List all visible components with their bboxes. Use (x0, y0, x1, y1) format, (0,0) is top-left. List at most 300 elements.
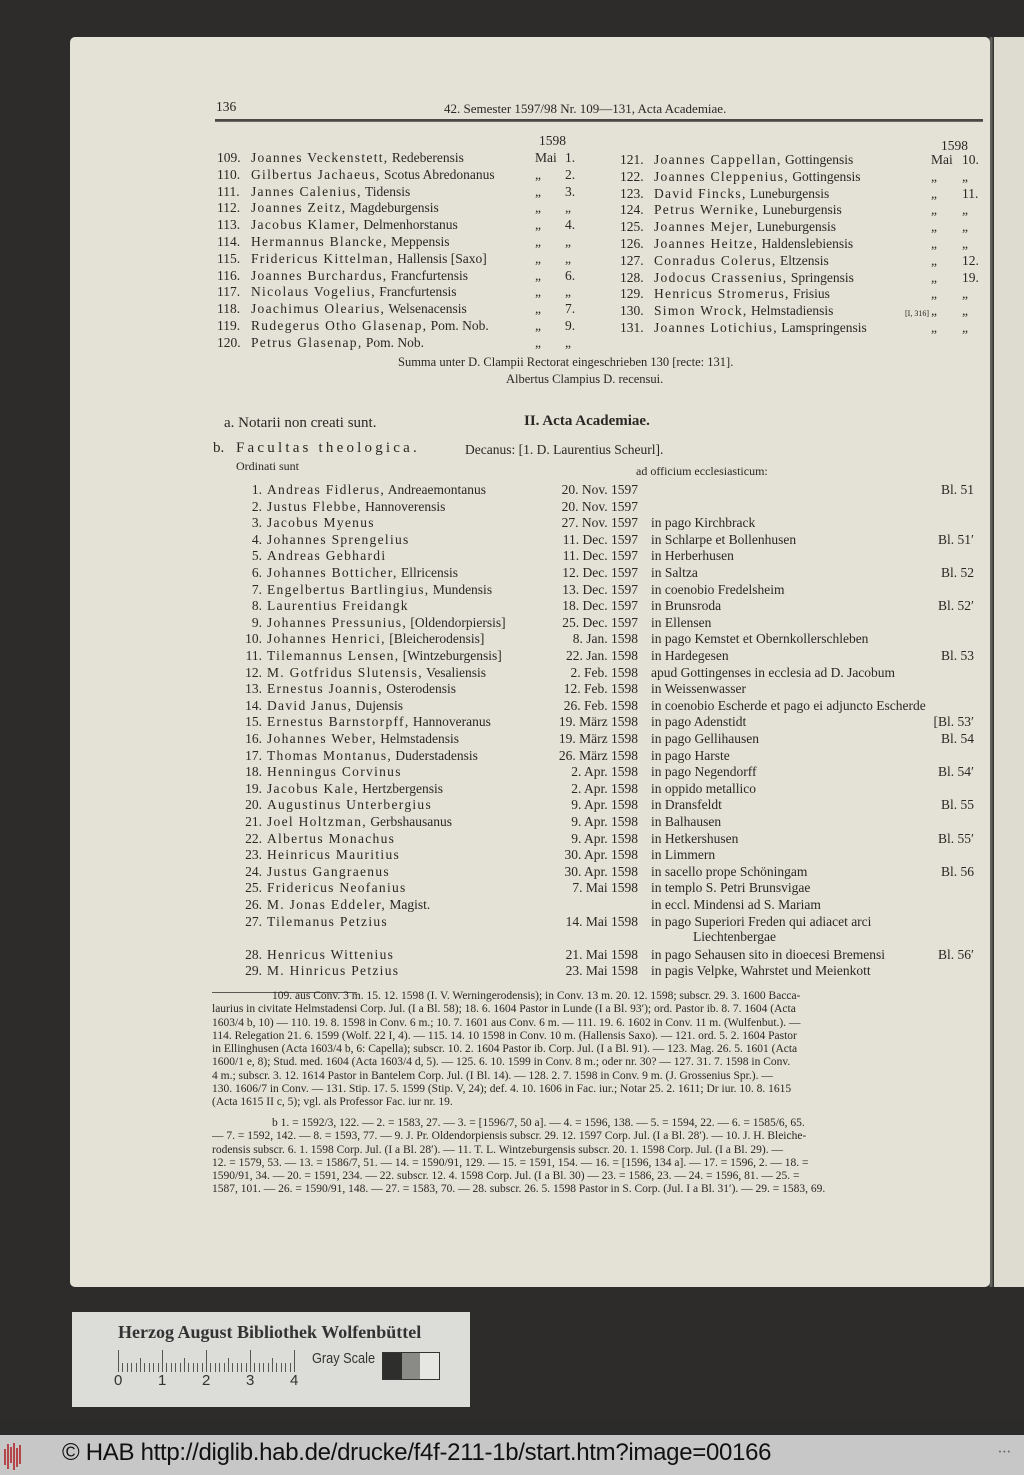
month: „ (535, 166, 541, 182)
student-origin: Delmenhorstanus (363, 217, 458, 233)
student-name: Jodocus Crassenius, (654, 269, 788, 285)
matriculation-entry (217, 183, 587, 200)
day: „ (962, 219, 968, 235)
month: „ (931, 320, 937, 335)
footnote-line: b 1. = 1592/3, 122. — 2. = 1583, 27. — 3. = [1596/7, 50 a]. — 4. = 1596, 138. — 5. = 1594, 22. — 6. = 1585/6, 65. (272, 1117, 805, 1129)
ordinand-name: Johannes Weber, (267, 731, 377, 746)
ordinand-name: Andreas Gebhardi (267, 548, 387, 564)
day: „ (565, 200, 571, 216)
folio-reference: Bl. 52′ (938, 598, 974, 614)
ordinand-name: M. Hinricus Petzius (267, 963, 400, 979)
ordination-date: 20. Nov. 1597 (561, 498, 638, 514)
page-number: 136 (216, 99, 237, 114)
folio-reference: Bl. 55 (940, 797, 974, 813)
month: „ (535, 318, 541, 333)
ruler-tick (276, 1363, 277, 1372)
section-a-notarii: a. Notarii non creati sunt. (224, 415, 377, 431)
student-origin: Luneburgensis (750, 185, 830, 201)
ordinand-name: Johannes Botticher, (267, 565, 398, 580)
ordinand-name: Johannes Sprengelius (267, 531, 410, 547)
ruler-tick (259, 1363, 260, 1372)
ordinand-name: Johannes Henrici, (267, 631, 386, 647)
month: „ (535, 301, 541, 317)
ruler-tick (122, 1363, 123, 1372)
folio-reference: Bl. 54′ (938, 764, 974, 780)
running-title: 42. Semester 1597/98 Nr. 109—131, Acta Academiae. (444, 101, 727, 116)
ruler-label: 4 (290, 1372, 299, 1389)
entry-number: 123. (620, 185, 644, 201)
entry-number: 122. (620, 168, 644, 184)
day: 2. (565, 166, 576, 182)
ordination-row (238, 913, 978, 930)
student-name: Hermannus Blancke, (251, 234, 388, 249)
gray-swatch-dark (383, 1353, 402, 1379)
ordination-place: in Brunsroda (651, 598, 722, 614)
ruler-tick (294, 1350, 295, 1372)
ruler-tick (149, 1363, 150, 1372)
ordination-number: 27. (245, 913, 262, 929)
ordination-date: 12. Dec. 1597 (562, 565, 638, 580)
ordinand-name: Fridericus Neofanius (267, 880, 407, 896)
day: „ (962, 202, 968, 218)
ordination-date: 20. Nov. 1597 (561, 482, 638, 497)
student-origin: Eltzensis (779, 252, 829, 268)
folio-reference: Bl. 56 (940, 863, 974, 879)
ruler-tick (263, 1363, 264, 1372)
ruler-tick (237, 1363, 238, 1372)
ordination-row (238, 498, 978, 515)
day: 19. (962, 269, 979, 285)
student-origin: Gottingensis (785, 152, 854, 167)
month: „ (931, 185, 937, 201)
ordination-row (238, 597, 978, 614)
matriculation-entry (620, 252, 985, 269)
ordination-number: 23. (245, 847, 262, 863)
day: „ (962, 303, 968, 319)
footnote-line: 114. Relegation 21. 6. 1599 (Wolf. 22 I, 4). — 115. 14. 10 1598 in Conv. 10 m. (Hallensis Saxo). — 121. ord. 5. 2. 1604 Pastor (212, 1029, 797, 1042)
ruler-tick (144, 1363, 145, 1372)
ruler-tick (246, 1363, 247, 1372)
ruler-tick (136, 1363, 137, 1372)
footnote-line: 12. = 1579, 53. — 13. = 1586/7, 51. — 14. = 1590/91, 129. — 15. = 1591, 154. — 16. = [1596, 134 a]. — 17. = 1596, 2. — 18. = (212, 1156, 809, 1169)
ruler-tick (175, 1363, 176, 1372)
ordination-row (238, 647, 978, 664)
ordination-number: 19. (245, 780, 262, 796)
day: 10. (962, 152, 979, 167)
footer-mark: • • • (998, 1449, 1010, 1456)
month: „ (535, 200, 541, 216)
ruler-label: 2 (202, 1372, 211, 1389)
ruler-tick (232, 1363, 233, 1372)
gray-swatch-light (420, 1353, 439, 1379)
entry-number: 124. (620, 202, 644, 218)
rector-signature: Albertus Clampius D. recensui. (506, 372, 664, 386)
ordinand-origin: Ellricensis (401, 565, 459, 580)
volume-reference: [I, 316] (905, 309, 929, 319)
student-name: Joannes Zeitz, (251, 200, 347, 216)
ordination-place: in pago Superiori Freden qui adiacet arci (651, 913, 872, 929)
matriculation-entry (217, 334, 587, 351)
day: 11. (962, 185, 979, 201)
ordination-row (238, 763, 978, 780)
ordination-row (238, 780, 978, 797)
entry-number: 128. (620, 269, 644, 285)
ordination-place: in pago Harste (651, 747, 730, 763)
ordination-date: 30. Apr. 1598 (564, 847, 638, 863)
ordination-number: 3. (251, 515, 262, 531)
ordination-date: 30. Apr. 1598 (564, 863, 638, 879)
ordination-date: 7. Mai 1598 (572, 880, 638, 896)
day: „ (962, 236, 968, 251)
footnote-line: in Ellinghusen (Acta 1603/4 b, 6: Capella); subscr. 10. 2. 1604 Pastor ib. Corp. Jul. (I a Bl. 91). — 123. Mag. 26. 5. 1601 (Acta (212, 1043, 798, 1056)
ordinand-name: Tilemanus Petzius (267, 913, 388, 929)
day: 12. (962, 252, 979, 268)
ordination-row (238, 730, 978, 747)
footnote-line: — 7. = 1592, 142. — 8. = 1593, 77. — 9. J. Pr. Oldendorpiensis subscr. 29. 12. 1597 Corp. Jul. (I a Bl. 28′). — 10. J. H. Bleiche- (212, 1130, 807, 1143)
ordinand-origin: Hertzbergensis (362, 780, 443, 796)
ruler-tick (180, 1363, 181, 1372)
student-name: Joannes Mejer, (654, 219, 754, 235)
ordination-row (238, 680, 978, 697)
ordination-number: 22. (245, 830, 262, 846)
ordination-date: 19. März 1598 (558, 731, 638, 746)
ordination-date: 11. Dec. 1597 (562, 548, 638, 564)
ordination-place: in pago Kirchbrack (651, 515, 756, 531)
ordination-number: 11. (245, 648, 262, 663)
ordination-date: 9. Apr. 1598 (571, 814, 638, 829)
ordinand-origin: Osterodensis (386, 681, 456, 697)
ordination-place: in templo S. Petri Brunsvigae (651, 880, 811, 896)
student-origin: Helmstadiensis (750, 303, 834, 319)
ordinand-name: Heinricus Mauritius (267, 847, 401, 863)
ordinand-origin: Gerbshausanus (370, 814, 453, 829)
student-origin: Hallensis [Saxo] (397, 250, 487, 266)
footnote-line: 109. aus Conv. 3 m. 15. 12. 1598 (I. V. Werningerodensis); in Conv. 13 m. 20. 12. 1598; subscr. 29. 3. 1600 Bacca- (272, 990, 801, 1002)
ruler-tick (131, 1363, 132, 1372)
footnote-line: 1600/1 e, 8); Stud. med. 1604 (Acta 1603/4 d, 5). — 125. 6. 10. 1599 in Conv. 8 m.; oder nr. 30? — 127. 31. 7. 1598 in Conv. (212, 1056, 791, 1069)
ordinand-origin: [Bleicherodensis] (389, 631, 485, 647)
ordination-place: in Dransfeldt (651, 797, 722, 813)
ordination-place: in Ellensen (651, 614, 712, 630)
student-name: Joannes Heitze, (654, 236, 759, 251)
ruler-tick (202, 1363, 203, 1372)
copyright-bar (0, 1435, 1024, 1475)
day: 6. (565, 267, 576, 283)
ordination-row (238, 946, 978, 963)
ordination-number: 6. (251, 565, 262, 580)
ruler-tick (206, 1350, 207, 1372)
ordinand-name: Justus Gangraenus (267, 863, 390, 879)
matriculation-entry (620, 285, 985, 302)
folio-reference: Bl. 54 (940, 731, 974, 746)
ordinand-origin: Vesaliensis (426, 664, 487, 680)
ruler-tick (162, 1350, 163, 1372)
matriculation-entry (620, 151, 985, 168)
student-origin: Scotus Abredonanus (384, 166, 495, 182)
ordination-row (238, 863, 978, 880)
month: „ (931, 202, 937, 218)
ordination-date: 13. Dec. 1597 (562, 581, 638, 597)
ordination-date: 22. Jan. 1598 (566, 648, 638, 663)
ordination-place: in pago Kemstet et Obernkollerschleben (651, 631, 869, 647)
ordinand-name: Thomas Montanus, (267, 747, 393, 763)
ordinand-origin: Hannoveranus (412, 714, 491, 730)
matriculation-entry (217, 250, 587, 267)
student-origin: Redeberensis (391, 150, 464, 165)
ordinand-name: Ernestus Barnstorpff, (267, 714, 410, 730)
ordination-place: in coenobio Escherde et pago ei adjuncto Escherde (651, 697, 926, 713)
ordination-place: in Hetkershusen (651, 830, 739, 846)
ordination-place: in pago Sehausen sito in dioecesi Bremensi (651, 946, 885, 962)
footnotes-matriculation (212, 990, 972, 1110)
ordinand-origin: Helmstadensis (380, 731, 459, 746)
matriculation-entry (217, 300, 587, 317)
ordination-number: 24. (245, 863, 262, 879)
footnotes-ordinations (212, 1117, 972, 1197)
ordination-place: in Limmern (651, 847, 716, 863)
student-origin: Frisius (793, 286, 830, 302)
matriculation-entry (620, 201, 985, 218)
ordinand-name: Justus Flebbe, (267, 498, 362, 514)
ordination-row (238, 879, 978, 896)
student-origin: Lamspringensis (781, 320, 867, 335)
day: 7. (565, 301, 576, 317)
ordination-date: 2. Apr. 1598 (571, 764, 638, 780)
footnote-line: laurius in civitate Helmstadensi Corp. Jul. (I a Bl. 58); 18. 6. 1604 Pastor in Lunde (I a Bl. 93′); ord. Pastor ib. 8. 7. 1604 (Acta (212, 1003, 796, 1016)
student-name: Conradus Colerus, (654, 252, 777, 268)
hab-logo-icon (3, 1441, 23, 1471)
ordination-number: 17. (245, 747, 262, 763)
facing-page-edge (994, 37, 1024, 1287)
student-origin: Welsenacensis (388, 301, 467, 317)
ruler-label: 0 (114, 1372, 123, 1389)
ruler-tick (250, 1350, 251, 1372)
ruler-tick (158, 1363, 159, 1372)
ordination-date: 21. Mai 1598 (565, 946, 638, 962)
day: 1. (565, 150, 576, 165)
student-name: Joannes Cappellan, (654, 152, 782, 167)
matriculation-entry (217, 216, 587, 233)
ordination-number: 28. (245, 946, 262, 962)
student-name: Jannes Calenius, (251, 183, 362, 199)
student-origin: Luneburgensis (762, 202, 842, 218)
student-name: Joannes Cleppenius, (654, 168, 789, 184)
ordination-row (238, 630, 978, 647)
library-name: Herzog August Bibliothek Wolfenbüttel (118, 1322, 422, 1342)
student-name: Gilbertus Jachaeus, (251, 166, 381, 182)
ordination-number: 9. (251, 614, 262, 630)
ordination-number: 21. (245, 814, 262, 829)
ordinand-origin: [Wintzeburgensis] (402, 648, 502, 663)
month: „ (535, 250, 541, 266)
ordination-place-continued (693, 928, 776, 945)
ordinand-name: Henningus Corvinus (267, 764, 402, 780)
ordination-row (238, 697, 978, 714)
entry-number: 125. (620, 219, 644, 235)
footnote-line: 4 m.; subscr. 3. 12. 1614 Pastor in Bantelem Corp. Jul. (I Bl. 14). — 128. 2. 7. 1598 in Conv. 9 m. (J. Grossenius Spr.). — (212, 1069, 773, 1082)
ordination-number: 7. (251, 581, 262, 597)
student-origin: Tidensis (364, 183, 411, 199)
day: 3. (565, 183, 576, 199)
header-rule (215, 119, 983, 122)
day: „ (565, 234, 571, 249)
gray-scale-label: Gray Scale (312, 1350, 376, 1367)
ordination-row (238, 481, 978, 498)
ordinand-name: Tilemannus Lensen, (267, 648, 400, 663)
month: „ (931, 219, 937, 235)
matriculation-entry (620, 168, 985, 185)
student-origin: Gottingensis (792, 168, 861, 184)
ordinand-origin: [Oldendorpiersis] (410, 614, 506, 630)
footnote-line: 1590/91, 34. — 20. = 1591, 234. — 22. subscr. 12. 4. 1598 Corp. Jul. (I a Bl. 30) — 23. = 1586, 23. — 24. = 1596, 81. — 25. = (212, 1170, 800, 1183)
section-b-label: b. (213, 440, 225, 456)
ruler-label: 3 (246, 1372, 255, 1389)
ordination-number: 29. (245, 963, 262, 979)
month: „ (931, 286, 937, 302)
folio-reference: [Bl. 53′ (933, 714, 974, 730)
ruler-tick (254, 1363, 255, 1372)
ordination-row (238, 813, 978, 830)
ordinand-name: David Janus, (267, 697, 353, 713)
student-name: Simon Wrock, (654, 303, 748, 319)
matriculation-entry (217, 283, 587, 300)
month: „ (535, 217, 541, 233)
copyright-url: © HAB http://diglib.hab.de/drucke/f4f-211-1b/start.htm?image=00166 (62, 1439, 772, 1466)
ruler-tick (272, 1358, 273, 1372)
year-label: 1598 (539, 133, 566, 148)
ordination-date: 25. Dec. 1597 (562, 614, 638, 630)
ruler-tick (210, 1363, 211, 1372)
ordination-number: 10. (245, 631, 262, 647)
acta-heading: II. Acta Academiae. (524, 413, 650, 429)
entry-number: 109. (217, 150, 241, 165)
entry-number: 127. (620, 252, 644, 268)
student-origin: Springensis (790, 269, 854, 285)
ordination-place: in pago Negendorff (651, 764, 757, 780)
month: „ (931, 269, 937, 285)
ordination-number: 20. (245, 797, 262, 813)
month: Mai (931, 152, 953, 167)
officium-label: ad officium ecclesiasticum: (636, 464, 768, 478)
day: „ (962, 168, 968, 184)
entry-number: 131. (620, 320, 644, 335)
month: „ (931, 236, 937, 251)
ordination-place: in Herberhusen (651, 548, 734, 564)
ordination-place: in pago Gellihausen (651, 731, 759, 746)
ruler-tick (153, 1363, 154, 1372)
ruler-tick (290, 1363, 291, 1372)
ordination-number: 16. (245, 731, 262, 746)
year-label: 1598 (941, 138, 968, 153)
folio-reference: Bl. 52 (940, 565, 974, 580)
entry-number: 112. (217, 200, 241, 216)
ruler-tick (140, 1358, 141, 1372)
student-origin: Magdeburgensis (349, 200, 439, 216)
student-name: Joachimus Olearius, (251, 301, 386, 317)
month: „ (931, 168, 937, 184)
ordination-place: in Weissenwasser (651, 681, 747, 697)
footnote-line: 130. 1606/7 in Conv. — 131. Stip. 17. 5. 1599 (Stip. V, 24); def. 4. 10. 1606 in Fac. iur.; Notar 25. 2. 1611; Dr iur. 10. 8. 1615 (212, 1083, 792, 1096)
ordination-date: 14. Mai 1598 (565, 913, 638, 929)
month: „ (931, 303, 937, 319)
matriculation-entry (620, 235, 985, 252)
ordination-date: 27. Nov. 1597 (561, 515, 638, 531)
ordinand-name: Engelbertus Bartlingius, (267, 581, 430, 597)
student-name: Nicolaus Vogelius, (251, 284, 376, 300)
ordination-row (238, 962, 978, 979)
ordination-date: 9. Apr. 1598 (571, 797, 638, 813)
student-name: Petrus Glasenap, (251, 334, 363, 350)
ordination-row (238, 846, 978, 863)
ordinand-name: Ernestus Joannis, (267, 681, 383, 697)
student-origin: Francfurtensis (390, 267, 469, 283)
ordination-row (238, 564, 978, 581)
gray-scale-swatch (382, 1352, 440, 1380)
ordination-row (238, 547, 978, 564)
folio-reference: Bl. 53 (940, 648, 974, 663)
ordination-date: 2. Feb. 1598 (570, 664, 638, 680)
ordinand-origin: Duderstadensis (395, 747, 478, 763)
student-origin: Luneburgensis (756, 219, 837, 235)
ordination-place: in coenobio Fredelsheim (651, 581, 785, 597)
ruler-tick (166, 1363, 167, 1372)
student-name: Rudegerus Otho Glasenap, (251, 318, 428, 333)
matriculation-entry (217, 149, 587, 166)
ordination-number: 13. (245, 681, 262, 697)
section-b-title: Facultas theologica. (236, 440, 420, 456)
folio-reference: Bl. 55′ (938, 830, 974, 846)
student-name: Fridericus Kittelman, (251, 250, 394, 266)
gray-swatch-mid (402, 1353, 421, 1379)
matriculation-entry (217, 199, 587, 216)
matriculation-entry (620, 185, 985, 202)
ruler-tick (241, 1363, 242, 1372)
ordination-place: in Balhausen (651, 814, 722, 829)
folio-reference: Bl. 51′ (938, 531, 974, 547)
ordination-row (238, 531, 978, 548)
month: Mai (535, 150, 557, 165)
ruler-tick (285, 1363, 286, 1372)
student-origin: Pom. Nob. (365, 334, 425, 350)
month: „ (535, 334, 541, 350)
ordinand-name: Joel Holtzman, (267, 814, 367, 829)
entry-number: 111. (217, 183, 240, 199)
ordination-row (238, 830, 978, 847)
day: „ (565, 250, 571, 266)
entry-number: 130. (620, 303, 644, 319)
student-name: Henricus Stromerus, (654, 286, 790, 302)
entry-number: 120. (217, 334, 241, 350)
student-name: Jacobus Klamer, (251, 217, 360, 233)
ordination-number: 4. (251, 531, 262, 547)
ordinand-origin: Andreaemontanus (387, 482, 486, 497)
ordinand-name: Albertus Monachus (267, 830, 396, 846)
folio-reference: Bl. 56′ (938, 946, 974, 962)
matriculation-entry (620, 269, 985, 286)
ordination-date: 19. März 1598 (558, 714, 638, 730)
ordination-row (238, 713, 978, 730)
ruler-label: 1 (158, 1372, 167, 1389)
entry-number: 126. (620, 236, 644, 251)
day: „ (565, 284, 571, 300)
student-origin: Pom. Nob. (430, 318, 489, 333)
footnote-line: rodensis subscr. 6. 1. 1598 Corp. Jul. (I a Bl. 28′). — 11. T. L. Wintzeburgensis subscr. 20. 1. 1598 Corp. Jul. (I a Bl. 29). — (212, 1143, 783, 1156)
ruler-tick (184, 1358, 185, 1372)
matriculation-entry (217, 233, 587, 250)
ordination-number: 5. (251, 548, 262, 564)
ordination-number: 26. (245, 897, 262, 912)
measurement-ruler (118, 1350, 296, 1372)
